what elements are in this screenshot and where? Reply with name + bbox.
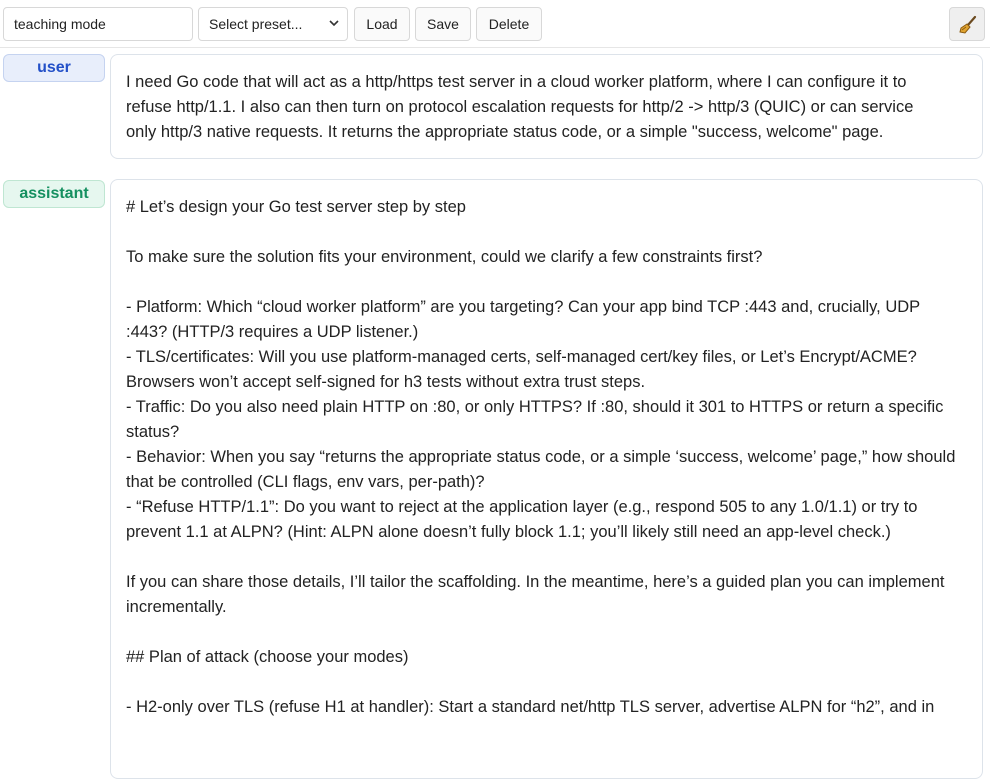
message-line: status?	[126, 423, 180, 441]
save-button[interactable]: Save	[415, 7, 471, 41]
message-user	[110, 54, 983, 159]
preset-select-label: Select preset...	[209, 16, 303, 32]
message-line: If you can share those details, I’ll tailor the scaffolding. In the meantime, here’s a guided plan you can implement	[126, 573, 945, 591]
message-line: - Platform: Which “cloud worker platform” are you targeting? Can your app bind TCP :443 and, crucially, UDP	[126, 298, 921, 316]
message-line: refuse http/1.1. I also can then turn on protocol escalation requests for http/2 -> http/3 (QUIC) or can service	[126, 98, 914, 116]
preset-select[interactable]	[198, 7, 348, 41]
message-line: ## Plan of attack (choose your modes)	[126, 648, 409, 666]
mode-input[interactable]: teaching mode	[3, 7, 193, 41]
message-line: :443? (HTTP/3 requires a UDP listener.)	[126, 323, 419, 341]
message-line: - Traffic: Do you also need plain HTTP on :80, or only HTTPS? If :80, should it 301 to HTTPS or return a specific	[126, 398, 944, 416]
message-line: - Behavior: When you say “returns the appropriate status code, or a simple ‘success, welcome’ page,” how should	[126, 448, 956, 466]
message-line: - “Refuse HTTP/1.1”: Do you want to reject at the application layer (e.g., respond 505 to any 1.0/1.1) or try to	[126, 498, 918, 516]
toolbar	[0, 0, 990, 48]
message-blank-line	[126, 620, 967, 645]
message-line: incrementally.	[126, 598, 227, 616]
message-line: - TLS/certificates: Will you use platform-managed certs, self-managed cert/key files, or Let’s Encrypt/ACME?	[126, 348, 917, 366]
message-line: that be controlled (CLI flags, env vars, per-path)?	[126, 473, 485, 491]
message-line: Browsers won’t accept self-signed for h3 tests without extra trust steps.	[126, 373, 646, 391]
role-badge-assistant: assistant	[3, 180, 105, 208]
message-assistant	[110, 179, 983, 779]
message-blank-line	[126, 670, 967, 695]
message-blank-line	[126, 545, 967, 570]
role-badge-user: user	[3, 54, 105, 82]
message-blank-line	[126, 270, 967, 295]
message-line: # Let’s design your Go test server step by step	[126, 198, 466, 216]
message-line: prevent 1.1 at ALPN? (Hint: ALPN alone doesn’t fully block 1.1; you’ll likely still need an app-level check.)	[126, 523, 891, 541]
message-blank-line	[126, 220, 967, 245]
broom-icon	[958, 15, 978, 35]
load-button[interactable]: Load	[354, 7, 410, 41]
message-line: only http/3 native requests. It returns the appropriate status code, or a simple "success, welcome" page.	[126, 123, 884, 141]
chevron-down-icon	[329, 18, 339, 28]
message-line: I need Go code that will act as a http/https test server in a cloud worker platform, where I can configure it to	[126, 73, 907, 91]
message-line: To make sure the solution fits your environment, could we clarify a few constraints first?	[126, 248, 763, 266]
message-line: - H2-only over TLS (refuse H1 at handler): Start a standard net/http TLS server, advertise ALPN for “h2”, and in	[126, 698, 935, 716]
clear-button[interactable]	[949, 7, 985, 41]
delete-button[interactable]: Delete	[476, 7, 542, 41]
